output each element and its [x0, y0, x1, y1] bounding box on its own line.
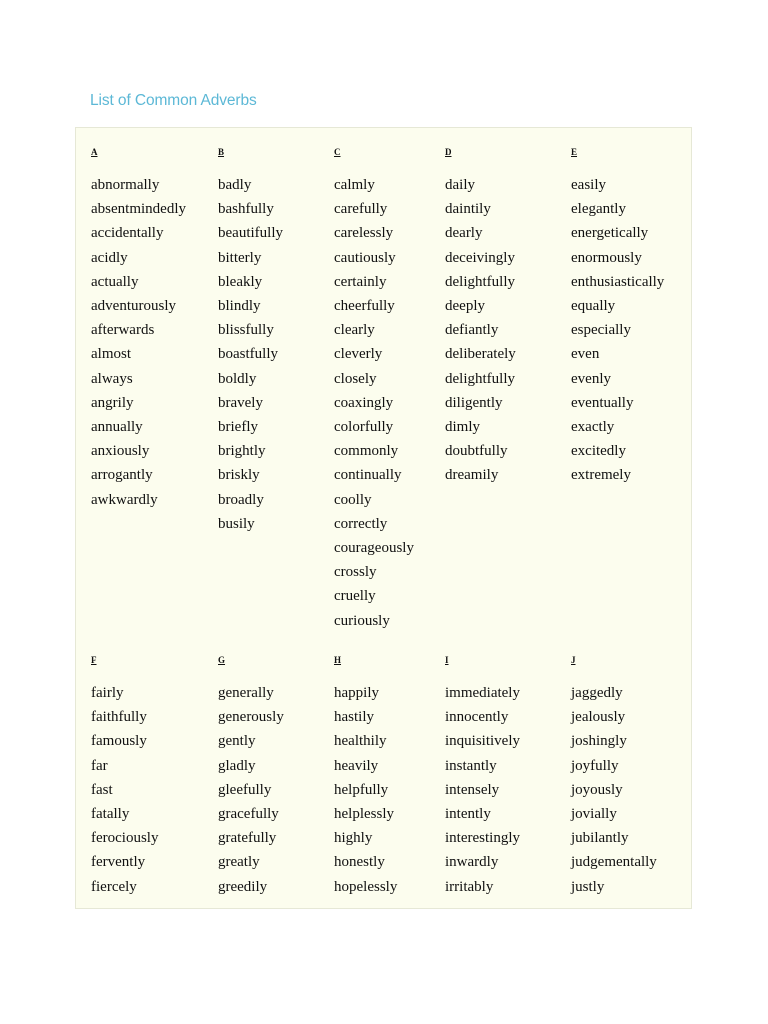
column-letter: A — [91, 147, 98, 157]
adverb-word: annually — [91, 419, 143, 436]
adverb-word: intensely — [445, 781, 500, 798]
adverb-word: accidentally — [91, 225, 164, 242]
word-list — [571, 173, 664, 488]
word-list — [91, 681, 158, 899]
column-letter: H — [334, 655, 342, 665]
adverb-word: briskly — [218, 467, 260, 484]
adverb-word: fiercely — [91, 878, 137, 895]
word-list — [445, 173, 516, 488]
adverb-word: defiantly — [445, 322, 499, 339]
adverb-word: broadly — [218, 491, 264, 508]
word-list — [571, 681, 657, 899]
adverb-word: equally — [571, 298, 616, 315]
word-list — [334, 173, 414, 633]
adverb-word: innocently — [445, 709, 509, 726]
adverb-word: hopelessly — [334, 878, 398, 895]
adverb-word: helpfully — [334, 781, 389, 798]
adverb-word: doubtfully — [445, 443, 508, 460]
adverb-word: cautiously — [334, 249, 396, 266]
adverb-word: adventurously — [91, 298, 176, 315]
adverb-word: even — [571, 346, 600, 363]
adverb-word: deceivingly — [445, 249, 515, 266]
adverb-word: gleefully — [218, 781, 272, 798]
adverb-word: always — [91, 370, 133, 387]
adverb-word: gracefully — [218, 806, 279, 823]
adverb-word: delightfully — [445, 370, 515, 387]
word-list — [334, 681, 397, 899]
column-f — [91, 654, 159, 895]
adverb-word: intently — [445, 806, 491, 823]
column-letter: D — [445, 147, 452, 157]
adverb-word: hastily — [334, 709, 374, 726]
adverb-word: awkwardly — [91, 491, 158, 508]
column-letter: E — [571, 147, 578, 157]
adverb-word: inquisitively — [445, 733, 520, 750]
adverb-word: abnormally — [91, 177, 160, 193]
adverb-word: briefly — [218, 419, 258, 436]
column-g — [218, 654, 284, 895]
adverb-word: exactly — [571, 419, 615, 436]
adverb-word: actually — [91, 273, 139, 290]
adverb-word: arrogantly — [91, 467, 153, 484]
adverb-word: bitterly — [218, 249, 262, 266]
adverb-word: carelessly — [334, 225, 394, 242]
column-letter: C — [334, 147, 341, 157]
adverb-word: boastfully — [218, 346, 278, 363]
adverb-word: jovially — [571, 806, 617, 823]
adverb-word: afterwards — [91, 322, 155, 339]
column-c — [334, 146, 414, 629]
adverb-word: energetically — [571, 225, 649, 242]
adverb-word: jaggedly — [571, 685, 623, 701]
column-d — [445, 146, 516, 484]
adverb-word: fatally — [91, 806, 130, 823]
adverb-word: fervently — [91, 854, 146, 871]
adverb-word: inwardly — [445, 854, 499, 871]
adverb-word: bravely — [218, 394, 263, 411]
adverb-word: gently — [218, 733, 256, 750]
adverb-word: commonly — [334, 443, 399, 460]
adverb-word: especially — [571, 322, 631, 339]
column-letter: G — [218, 655, 226, 665]
adverb-word: easily — [571, 177, 606, 193]
adverb-word: blissfully — [218, 322, 274, 339]
adverb-word: ferociously — [91, 830, 159, 847]
adverb-word: joyously — [571, 781, 623, 798]
word-list — [445, 681, 520, 899]
adverb-word: beautifully — [218, 225, 283, 242]
word-list — [218, 173, 283, 536]
adverb-word: delightfully — [445, 273, 515, 290]
adverb-word: jealously — [571, 709, 626, 726]
adverb-word: acidly — [91, 249, 128, 266]
adverb-word: absentmindedly — [91, 201, 186, 218]
adverb-word: colorfully — [334, 419, 394, 436]
adverb-word: irritably — [445, 878, 494, 895]
adverb-word: highly — [334, 830, 373, 847]
adverb-word: happily — [334, 685, 379, 701]
adverb-word: dearly — [445, 225, 483, 242]
adverb-word: cheerfully — [334, 298, 395, 315]
adverb-word: gratefully — [218, 830, 277, 847]
adverb-word: continually — [334, 467, 402, 484]
adverb-word: interestingly — [445, 830, 520, 847]
adverb-word: certainly — [334, 273, 387, 290]
adverb-word: famously — [91, 733, 147, 750]
column-letter: I — [445, 655, 449, 665]
adverb-word: coolly — [334, 491, 372, 508]
adverb-word: generally — [218, 685, 274, 701]
adverb-word: justly — [571, 878, 605, 895]
adverb-word: enthusiastically — [571, 273, 665, 290]
column-j — [571, 654, 657, 895]
adverb-word: far — [91, 757, 108, 774]
adverb-word: immediately — [445, 685, 520, 701]
adverb-word: extremely — [571, 467, 631, 484]
adverb-word: gladly — [218, 757, 256, 774]
adverb-word: helplessly — [334, 806, 394, 823]
adverb-word: badly — [218, 177, 252, 193]
adverb-word: courageously — [334, 540, 414, 557]
word-list — [91, 173, 186, 512]
adverb-word: faithfully — [91, 709, 147, 726]
adverb-word: evenly — [571, 370, 611, 387]
adverb-word: generously — [218, 709, 284, 726]
adverb-word: boldly — [218, 370, 257, 387]
adverb-word: busily — [218, 515, 255, 532]
adverb-word: blindly — [218, 298, 261, 315]
page-title: List of Common Adverbs — [90, 92, 257, 109]
adverb-word: eventually — [571, 394, 634, 411]
adverb-word: coaxingly — [334, 394, 394, 411]
column-letter: B — [218, 147, 225, 157]
adverb-word: deliberately — [445, 346, 516, 363]
adverb-word: brightly — [218, 443, 266, 460]
adverb-word: carefully — [334, 201, 388, 218]
column-i — [445, 654, 520, 895]
adverb-word: almost — [91, 346, 131, 363]
column-h — [334, 654, 398, 895]
adverb-word: jubilantly — [571, 830, 629, 847]
column-b — [218, 146, 283, 532]
adverb-word: anxiously — [91, 443, 150, 460]
adverb-table — [75, 127, 692, 909]
adverb-word: instantly — [445, 757, 497, 774]
adverb-word: greedily — [218, 878, 268, 895]
adverb-word: excitedly — [571, 443, 626, 460]
adverb-word: cleverly — [334, 346, 383, 363]
adverb-word: cruelly — [334, 588, 376, 605]
adverb-word: judgementally — [571, 854, 657, 871]
adverb-word: angrily — [91, 394, 134, 411]
adverb-word: closely — [334, 370, 377, 387]
adverb-word: curiously — [334, 612, 390, 629]
adverb-word: healthily — [334, 733, 387, 750]
adverb-word: clearly — [334, 322, 375, 339]
adverb-word: joyfully — [571, 757, 619, 774]
adverb-word: correctly — [334, 515, 388, 532]
adverb-word: deeply — [445, 298, 485, 315]
adverb-word: fast — [91, 781, 113, 798]
adverb-word: diligently — [445, 394, 503, 411]
adverb-word: dreamily — [445, 467, 499, 484]
adverb-word: bleakly — [218, 273, 263, 290]
column-e — [571, 146, 665, 484]
column-a — [91, 146, 186, 508]
word-list — [218, 681, 284, 899]
adverb-word: elegantly — [571, 201, 626, 218]
adverb-word: crossly — [334, 564, 377, 581]
adverb-word: enormously — [571, 249, 642, 266]
column-letter: J — [571, 655, 576, 665]
adverb-word: greatly — [218, 854, 260, 871]
adverb-word: calmly — [334, 177, 375, 193]
column-letter: F — [91, 655, 97, 665]
adverb-word: daintily — [445, 201, 491, 218]
adverb-word: bashfully — [218, 201, 274, 218]
adverb-word: fairly — [91, 685, 124, 701]
adverb-word: dimly — [445, 419, 481, 436]
adverb-word: heavily — [334, 757, 379, 774]
adverb-word: honestly — [334, 854, 385, 871]
adverb-word: joshingly — [571, 733, 627, 750]
adverb-word: daily — [445, 177, 475, 193]
